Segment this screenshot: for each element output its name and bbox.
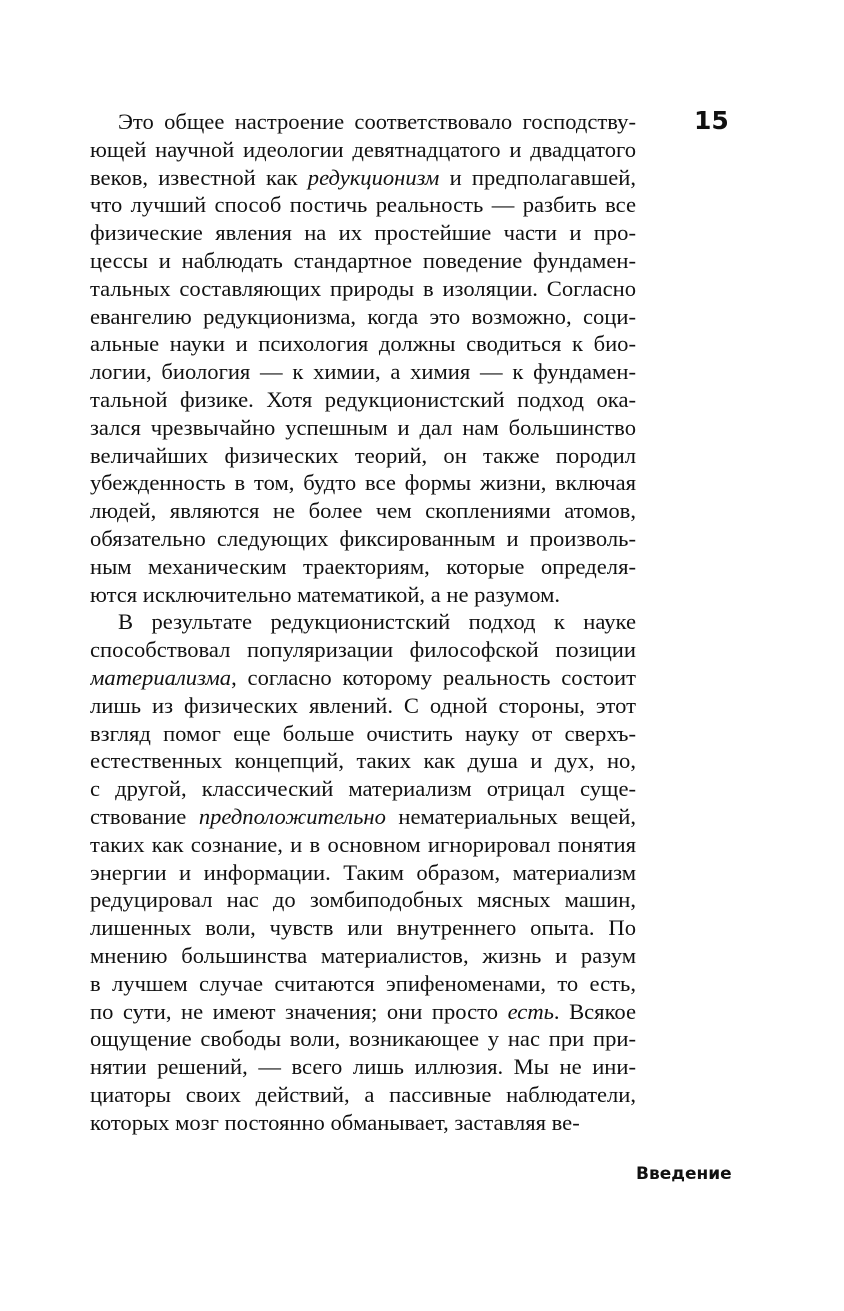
text-line: [90, 525, 636, 553]
text-line: [90, 886, 636, 914]
text-line: [90, 247, 636, 275]
text-segment: редуцировал нас до зомбиподобных мясных машин,: [90, 887, 636, 913]
text-line: [90, 330, 636, 358]
text-line: [90, 1025, 636, 1053]
text-line: [90, 747, 636, 775]
text-line: [90, 608, 636, 636]
text-line: [90, 469, 636, 497]
text-line: [90, 664, 636, 692]
running-footer: Введение: [636, 1164, 732, 1184]
text-segment: что лучший способ постичь реальность — разбить все: [90, 192, 636, 218]
text-segment: естественных концепций, таких как душа и дух, но,: [90, 748, 636, 774]
text-line: [90, 998, 636, 1026]
text-segment: ются исключительно математикой, а не разумом.: [90, 581, 561, 607]
text-segment: ощущение свободы воли, возникающее у нас при при-: [90, 1026, 636, 1052]
text-segment: способствовал популяризации философской позиции: [90, 637, 636, 663]
text-line: [90, 191, 636, 219]
text-segment: евангелию редукционизма, когда это возможно, соци-: [90, 303, 636, 329]
text-line: [90, 636, 636, 664]
text-line: [90, 914, 636, 942]
text-segment: нематериальных вещей,: [385, 803, 636, 829]
text-line: [90, 942, 636, 970]
text-segment: веков, известной как: [90, 164, 308, 190]
text-segment: лишенных воли, чувств или внутреннего опыта. По: [90, 915, 636, 941]
text-line: [90, 414, 636, 442]
text-segment: энергии и информации. Таким образом, материализм: [90, 859, 636, 885]
body-text: [90, 108, 636, 1136]
text-segment: обязательно следующих фиксированным и произволь-: [90, 525, 636, 551]
text-segment: которых мозг постоянно обманывает, заставляя ве-: [90, 1109, 580, 1135]
text-segment: по сути, не имеют значения; они просто: [90, 998, 508, 1024]
text-line: [90, 136, 636, 164]
text-segment: альные науки и психология должны сводиться к био-: [90, 331, 636, 357]
text-line: [90, 303, 636, 331]
text-line: [90, 386, 636, 414]
text-line: [90, 1081, 636, 1109]
text-line: [90, 831, 636, 859]
text-segment: в лучшем случае считаются эпифеноменами, то есть,: [90, 970, 636, 996]
text-segment: физические явления на их простейшие части и про-: [90, 220, 636, 246]
text-segment: В результате редукционистский подход к науке: [118, 609, 636, 635]
text-line: [90, 1109, 636, 1137]
text-line: [90, 358, 636, 386]
italic-term: есть: [507, 998, 554, 1024]
text-line: [90, 553, 636, 581]
text-line: [90, 859, 636, 887]
text-segment: ющей научной идеологии девятнадцатого и двадцатого: [90, 136, 636, 162]
text-segment: циаторы своих действий, а пассивные наблюдатели,: [90, 1081, 636, 1107]
italic-term: материализма: [90, 664, 232, 690]
text-line: [90, 1053, 636, 1081]
text-segment: Это общее настроение соответствовало господству-: [118, 109, 636, 134]
text-segment: взгляд помог еще больше очистить науку от сверхъ-: [90, 720, 636, 746]
text-segment: с другой, классический материализм отрицал суще-: [90, 776, 636, 802]
page-number: 15: [694, 106, 729, 135]
text-segment: , согласно которому реальность состоит: [231, 664, 636, 690]
text-segment: убежденность в том, будто все формы жизни, включая: [90, 470, 636, 496]
text-segment: мнению большинства материалистов, жизнь и разум: [90, 942, 636, 968]
text-segment: ным механическим траекториям, которые определя-: [90, 553, 636, 579]
italic-term: редукционизм: [307, 164, 440, 190]
text-segment: логии, биология — к химии, а химия — к фундамен-: [90, 359, 636, 385]
text-line: [90, 219, 636, 247]
text-line: [90, 497, 636, 525]
text-segment: тальной физике. Хотя редукционистский подход ока-: [90, 386, 636, 412]
text-line: [90, 442, 636, 470]
text-segment: людей, являются не более чем скоплениями атомов,: [90, 498, 636, 524]
text-segment: и предполагавшей,: [439, 164, 636, 190]
text-line: [90, 164, 636, 192]
text-segment: . Всякое: [553, 998, 636, 1024]
text-line: [90, 970, 636, 998]
text-segment: лишь из физических явлений. С одной стороны, этот: [90, 692, 636, 718]
text-segment: зался чрезвычайно успешным и дал нам большинство: [90, 414, 636, 440]
text-line: [90, 720, 636, 748]
text-line: [90, 803, 636, 831]
text-line: [90, 108, 636, 136]
text-segment: тальных составляющих природы в изоляции. Согласно: [90, 275, 636, 301]
text-segment: нятии решений, — всего лишь иллюзия. Мы не ини-: [90, 1054, 636, 1080]
text-segment: ствование: [90, 803, 199, 829]
text-segment: таких как сознание, и в основном игнорировал понятия: [90, 831, 636, 857]
text-segment: цессы и наблюдать стандартное поведение фундамен-: [90, 247, 636, 273]
italic-term: предположительно: [198, 803, 386, 829]
text-segment: величайших физических теорий, он также породил: [90, 442, 636, 468]
text-line: [90, 692, 636, 720]
text-line: [90, 275, 636, 303]
text-line: [90, 581, 636, 609]
text-line: [90, 775, 636, 803]
